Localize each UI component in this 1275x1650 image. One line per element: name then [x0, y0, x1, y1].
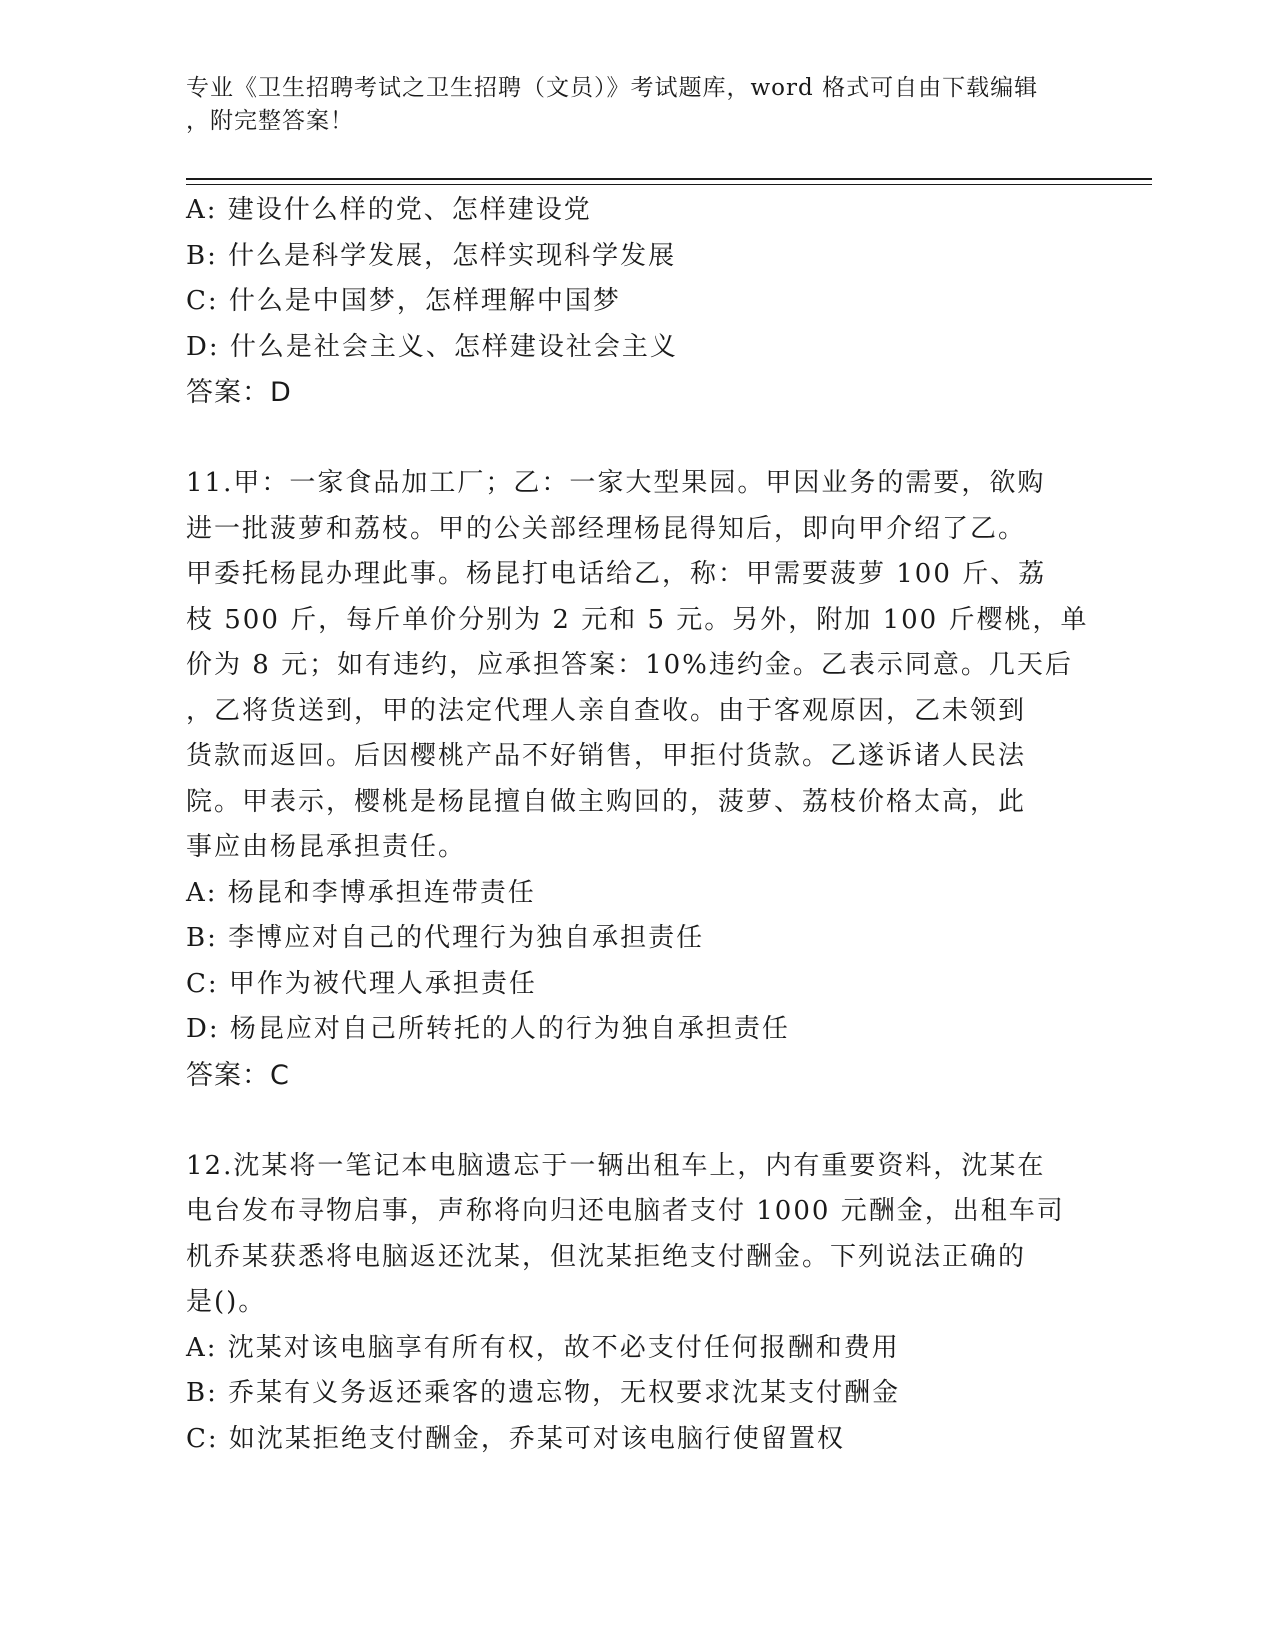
question-stem-line: 事应由杨昆承担责任。: [186, 832, 467, 862]
header-line-2: ，附完整答案！: [186, 108, 354, 134]
header-divider-thin: [186, 184, 1152, 185]
option-b: B: 什么是科学发展，怎样实现科学发展: [186, 240, 677, 271]
question-stem-line: 进一批菠萝和荔枝。甲的公关部经理杨昆得知后，即向甲介绍了乙。: [186, 513, 1027, 544]
question-stem-line: ，乙将货送到，甲的法定代理人亲自查收。由于客观原因，乙未领到: [186, 695, 1027, 726]
question-stem-line: 院。甲表示，樱桃是杨昆擅自做主购回的，菠萝、荔枝价格太高，此: [186, 786, 1027, 817]
answer-label: 答案：D: [186, 377, 292, 408]
question-content: [186, 188, 1089, 1462]
question-stem-line: 甲委托杨昆办理此事。杨昆打电话给乙，称：甲需要菠萝 100 斤、荔: [186, 559, 1047, 589]
spacer: [186, 416, 1066, 462]
option-b: B: 李博应对自己的代理行为独自承担责任: [186, 923, 705, 953]
option-a: A: 杨昆和李博承担连带责任: [186, 877, 536, 908]
header-line-1: 专业《卫生招聘考试之卫生招聘（文员）》考试题库，word 格式可自由下载编辑: [186, 75, 1039, 101]
option-d: D: 什么是社会主义、怎样建设社会主义: [186, 331, 678, 362]
spacer: [186, 1098, 1066, 1144]
question-12: [186, 1144, 1066, 1463]
option-c: C: 如沈某拒绝支付酬金，乔某可对该电脑行使留置权: [186, 1423, 845, 1454]
option-a: A: 沈某对该电脑享有所有权，故不必支付任何报酬和费用: [186, 1332, 900, 1363]
question-stem-line: 11.甲：一家食品加工厂；乙：一家大型果园。甲因业务的需要，欲购: [186, 468, 1046, 498]
option-d: D: 杨昆应对自己所转托的人的行为独自承担责任: [186, 1014, 790, 1044]
option-c: C: 甲作为被代理人承担责任: [186, 968, 537, 999]
question-11: [186, 461, 1089, 1098]
question-stem-line: 12.沈某将一笔记本电脑遗忘于一辆出租车上，内有重要资料，沈某在: [186, 1150, 1046, 1181]
header-divider-thick: [186, 178, 1152, 180]
option-b: B: 乔某有义务返还乘客的遗忘物，无权要求沈某支付酬金: [186, 1378, 901, 1408]
question-stem-line: 枝 500 斤，每斤单价分别为 2 元和 5 元。另外，附加 100 斤樱桃，单: [186, 604, 1089, 635]
option-a: A: 建设什么样的党、怎样建设党: [186, 195, 592, 225]
page-header: [186, 72, 1066, 138]
option-c: C: 什么是中国梦，怎样理解中国梦: [186, 286, 621, 316]
answer-label: 答案：C: [186, 1059, 290, 1091]
question-10: [186, 188, 1066, 416]
question-stem-line: 机乔某获悉将电脑返还沈某，但沈某拒绝支付酬金。下列说法正确的: [186, 1241, 1027, 1272]
question-stem-line: 电台发布寻物启事，声称将向归还电脑者支付 1000 元酬金，出租车司: [186, 1196, 1065, 1226]
question-stem-line: 是()。: [186, 1287, 267, 1317]
question-stem-line: 货款而返回。后因樱桃产品不好销售，甲拒付货款。乙遂诉诸人民法: [186, 741, 1027, 771]
question-stem-line: 价为 8 元；如有违约，应承担答案：10%违约金。乙表示同意。几天后: [186, 650, 1073, 680]
